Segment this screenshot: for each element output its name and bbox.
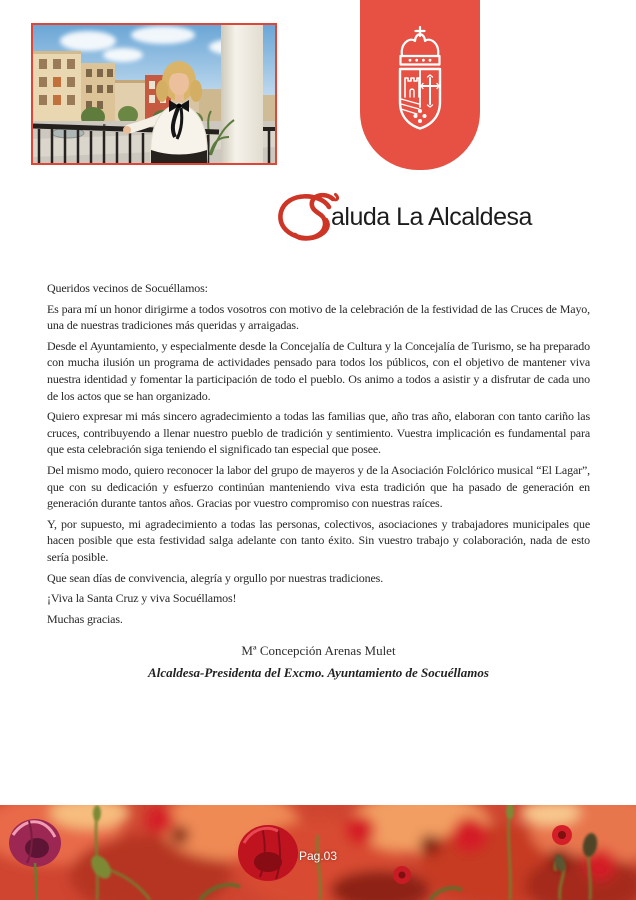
crest-banner xyxy=(360,0,480,170)
letter-greeting: Queridos vecinos de Socuéllamos: xyxy=(47,281,208,295)
mayor-photo xyxy=(31,23,277,165)
letter-paragraph: Quiero expresar mi más sincero agradecimiento a todas las familias que, año tras año, elaboran con tanto cariño las cruces, contribuyendo a llenar nuestro pueblo de tradición y sentimiento. Vuestra implicación es fundamental para que esta celebración siga teniendo el significado tan especial que posee. xyxy=(47,409,590,457)
letter-paragraph: Es para mí un honor dirigirme a todos vosotros con motivo de la celebración de la festividad de las Cruces de Mayo, una de nuestras tradiciones más queridas y arraigadas. xyxy=(47,301,590,333)
letter-paragraph: Muchas gracias. xyxy=(47,611,123,626)
signature-name: Mª Concepción Arenas Mulet xyxy=(241,643,396,659)
signature-title: Alcaldesa-Presidenta del Excmo. Ayuntamiento de Socuéllamos xyxy=(148,664,489,680)
page-title: aluda La Alcaldesa xyxy=(331,203,532,231)
coat-of-arms-icon xyxy=(388,25,452,131)
balcony-column xyxy=(221,25,263,163)
letter-paragraph: Del mismo modo, quiero reconocer la labor del grupo de mayeros y de la Asociación Folclórico musical “El Lagar”, que con su dedicación y esfuerzo continúan manteniendo viva esta tradición que ha pasado de generación en generación durante tantos años. Gracias por vuestro compromiso con nuestras raíces. xyxy=(47,462,590,511)
signature-block xyxy=(47,643,590,681)
page-number: Pag.03 xyxy=(298,849,338,863)
letter-paragraphs xyxy=(47,301,590,628)
letter-paragraph: Que sean días de convivencia, alegría y orgullo por nuestras tradiciones. xyxy=(47,570,384,585)
letter-paragraph: ¡Viva la Santa Cruz y viva Socuéllamos! xyxy=(47,591,237,606)
letter-paragraph: Y, por supuesto, mi agradecimiento a todas las personas, colectivos, asociaciones y trabajadores municipales que hacen posible que esta festividad salga adelante con tanto éxito. Sin vuestro trabajo y colaboración, nada de esto sería posible. xyxy=(47,516,590,564)
mayor-photo-illustration xyxy=(33,25,275,163)
letter xyxy=(47,280,590,681)
letter-paragraph: Desde el Ayuntamiento, y especialmente desde la Concejalía de Cultura y la Concejalía de Turismo, se ha preparado con mucha ilusión un programa de actividades pensado para todos los públicos, con el objetivo de mantener viva nuestra identidad y fomentar la participación de todo el pueblo. Os animo a todos a asistir y a disfrutar de cada uno de los actos que se han organizado. xyxy=(47,338,590,403)
